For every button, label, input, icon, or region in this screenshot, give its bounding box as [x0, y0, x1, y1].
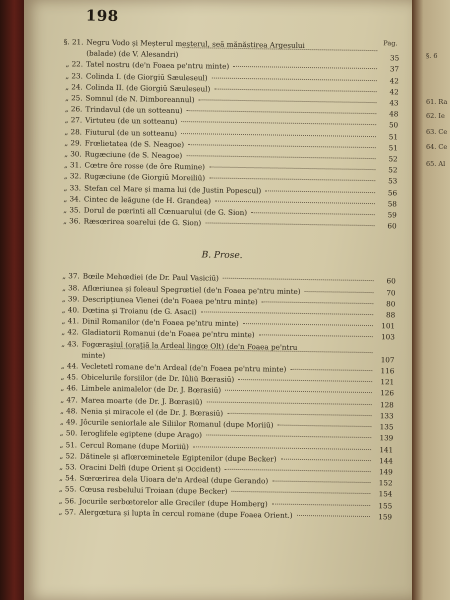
entry-page: 152: [378, 478, 393, 488]
entry-number: „ 49.: [59, 417, 78, 427]
next-page-fragment: 63. Ce: [426, 128, 448, 136]
entry-number: „ 30.: [64, 149, 82, 159]
leader-dots: [281, 458, 371, 460]
entry-title-cont: (balade) (de V. Alesandri): [86, 48, 179, 60]
leader-dots: [209, 167, 375, 171]
entry-number: „ 40.: [61, 305, 80, 315]
leader-dots: [238, 379, 372, 382]
entry-page: 133: [379, 411, 394, 421]
leader-dots: [214, 88, 376, 92]
leader-dots: [201, 311, 373, 315]
entry-number: „ 56.: [58, 495, 77, 505]
entry-number: „ 27.: [64, 115, 83, 125]
entry-page: 88: [385, 310, 396, 320]
leader-dots: [278, 425, 372, 427]
entry-page: 43: [389, 98, 399, 108]
entry-page: 101: [381, 321, 396, 331]
leader-dots: [227, 413, 371, 416]
entry-title: Obicelurile forsiilor (de Dr. Iûliū Bœrasiū): [81, 372, 235, 385]
entry-number: „ 46.: [60, 383, 79, 393]
next-page-fragment: 61. Ra: [426, 98, 448, 106]
entry-number: „ 23.: [65, 70, 83, 81]
entry-title: Jocurile serbœtorelor alle Greciler (dupe Homberg): [79, 496, 268, 508]
entry-page: 52: [388, 154, 398, 164]
entry-title: Descripțiunea Vienei (de'n Foaea pe'ntru minte): [82, 294, 258, 307]
entry-number: „ 33.: [63, 182, 82, 193]
entry-number: „ 28.: [64, 126, 83, 137]
entry-number: „ 47.: [60, 394, 78, 405]
entry-number: „ 29.: [64, 138, 82, 148]
entry-title: Somnul (de N. Dimboreannul): [85, 93, 195, 105]
entry-page: 51: [388, 143, 398, 153]
entry-title: Aflœriunea și foleaul Spegrœtiel (de'n Foaea pe'ntru minte): [82, 283, 301, 296]
leader-dots: [225, 469, 371, 472]
entry-page: 56: [387, 187, 398, 198]
entry-title: Sœrœrirea dela Uioara de'n Ardeal (dupe Gerando): [79, 473, 269, 486]
entry-title: Fiuturul (de un sotteanu): [84, 127, 178, 138]
leader-dots: [206, 401, 371, 405]
entry-page: 126: [380, 388, 395, 398]
entry-number: „ 24.: [65, 82, 83, 92]
entry-title: Dătinele și aflœrœminetele Egiptenilor (dupe Becker): [79, 451, 277, 464]
entry-number: „ 48.: [60, 406, 78, 416]
entry-page: 50: [388, 120, 399, 130]
entry-number: „ 53.: [59, 462, 77, 472]
entry-number: „ 35.: [63, 205, 81, 215]
entry-page: 37: [389, 64, 400, 74]
entry-page: 116: [380, 366, 395, 376]
entry-number: „ 39.: [61, 294, 80, 304]
entry-number: „ 38.: [62, 282, 80, 293]
entry-title: Stefan cel Mare și mama lui (de Justin Popescul): [84, 183, 262, 195]
next-page-fragment: §. 6: [426, 52, 438, 60]
entry-title: Ræsœrirea soarelui (de G. Sion): [83, 216, 202, 228]
entry-page: 155: [378, 500, 393, 510]
entry-title: Cercul Romane (dupe Moriiū): [80, 439, 189, 451]
entry-title: Negru Vodo și Meșterul meșterul, seă mănăstirea Argeșului: [86, 37, 305, 50]
entry-number: „ 52.: [59, 450, 78, 461]
entry-page: 35: [389, 53, 400, 63]
entry-number: „ 57.: [58, 506, 77, 517]
leader-dots: [272, 503, 371, 506]
entry-title: Cintec de leăgune (de H. Grandea): [83, 194, 212, 206]
entry-title: Trindavul (de un sotteanu): [85, 104, 183, 116]
leader-dots: [305, 291, 374, 293]
next-page-edge: [412, 0, 450, 600]
entry-page: 141: [379, 444, 394, 454]
entry-title: Frœlietatea (de S. Neagoe): [84, 138, 185, 149]
next-page-fragment: 62. Ie: [426, 112, 445, 120]
entry-page: 53: [388, 176, 398, 186]
entry-number: „ 43.: [61, 338, 79, 349]
entry-title: Alergœtura și lupta în cercul romane (dupe Foaea Orient.): [78, 507, 293, 520]
leader-dots: [186, 155, 375, 159]
leader-dots: [206, 435, 371, 439]
entry-title: Vecletetl romane de'n Ardeal (de'n Foaea pe'ntru minte): [81, 361, 287, 374]
leader-dots: [188, 144, 376, 148]
leader-dots: [262, 301, 374, 304]
entry-number: „ 22.: [65, 59, 84, 69]
entry-number: „ 55.: [58, 484, 77, 494]
book-page: [24, 0, 412, 600]
entry-title: Dinil Romanilor (de'n Foaea pe'ntru minte): [81, 316, 239, 329]
entry-number: „ 42.: [61, 327, 79, 337]
section-a-list: [49, 58, 400, 231]
leader-dots: [215, 200, 375, 204]
leader-dots: [209, 178, 375, 182]
entry-page: 139: [379, 433, 394, 443]
leader-dots: [243, 323, 373, 326]
leader-dots: [225, 390, 372, 393]
entry-page: 121: [380, 377, 395, 387]
entry-title: Dœtina și Troianu (de G. Asaci): [82, 305, 197, 317]
book-binding: [0, 0, 26, 600]
entry-page: 51: [388, 131, 399, 142]
leader-dots: [193, 446, 371, 450]
entry-title-cont: minte): [81, 350, 106, 360]
entry-title: Limbele animalelor (de Dr. J. Bœrasiū): [80, 383, 222, 396]
entry-title: Colinda II. (de Giorgiū Sæuleseul): [85, 82, 211, 94]
next-page-fragment: 65. Al: [426, 160, 446, 168]
entry-title: Rugæciune (de Giorgiū Moreiliū): [84, 171, 206, 183]
entry-number: „ 54.: [59, 473, 77, 483]
leader-dots: [297, 515, 370, 517]
entry-number: „ 25.: [65, 93, 83, 103]
entry-number: „ 45.: [60, 372, 79, 382]
entry-number: „ 37.: [62, 271, 80, 281]
entry-title: Oracini Delfi (dupe Orient și Occident): [79, 462, 221, 474]
entry-number: §. 21.: [63, 37, 84, 47]
leader-dots: [251, 212, 375, 215]
entry-number: „ 44.: [60, 361, 79, 371]
entry-number: „ 41.: [61, 316, 80, 326]
entry-page: 159: [378, 511, 393, 522]
leader-dots: [233, 66, 377, 69]
entry-page: 149: [378, 467, 393, 477]
leader-dots: [205, 223, 374, 227]
entry-page: 70: [386, 287, 396, 298]
entry-title: Jôcurile seniorlale ale Siliilor Romanul (dupe Moriiū): [80, 417, 274, 430]
entry-title: Bœile Mehœdiei (de Dr. Paul Vasiciū): [82, 271, 219, 284]
entry-title: Dorul de pœrinti all Cœnuarului (de G. Sion): [83, 205, 248, 218]
entry-title: Tatel nostru (de'n Foaea pe'ntru minte): [86, 59, 230, 72]
page-number: 198: [85, 6, 119, 26]
leader-dots: [265, 190, 375, 193]
leader-dots: [272, 481, 370, 484]
leader-dots: [181, 121, 376, 125]
entry-title: Colinda I. (de Giorgiū Sæuleseul): [85, 71, 208, 83]
leader-dots: [212, 77, 377, 81]
entry-title: Rugæciune (de S. Neagoe): [84, 149, 183, 161]
entry-number: „ 51.: [59, 439, 78, 449]
entry-number: „ 36.: [63, 216, 81, 226]
entry-page: 60: [387, 221, 397, 231]
section-b-list: [44, 270, 396, 522]
entry-page: 60: [386, 276, 396, 286]
leader-dots: [290, 369, 372, 371]
entry-page: 42: [389, 75, 399, 86]
entry-page: 154: [378, 489, 393, 499]
leader-dots: [223, 278, 374, 281]
entry-page: 135: [379, 422, 394, 432]
entry-number: „ 32.: [63, 171, 82, 181]
entry-number: „ 50.: [59, 428, 78, 438]
entry-page: 48: [389, 109, 399, 119]
entry-title: Ieroglifele egiptene (dupe Arago): [80, 428, 203, 440]
entry-title: Cœusa resbelului Troiaan (dupe Becker): [79, 484, 228, 497]
leader-dots: [231, 491, 370, 494]
entry-page: 80: [386, 299, 396, 309]
entry-title: Virtuteu (de un sotteanu): [85, 115, 178, 127]
entry-page: 144: [379, 455, 393, 466]
entry-page: 59: [387, 210, 397, 220]
leader-dots: [259, 335, 373, 338]
section-b-heading: B. Prose.: [201, 250, 243, 262]
next-page-fragment: 64. Ce: [426, 143, 448, 151]
leader-dots: [181, 133, 376, 137]
entry-title: Nenia și miracole el (de Dr. J. Bœrasiū): [80, 406, 224, 418]
entry-number: „ 31.: [63, 160, 82, 170]
entry-number: „ 34.: [63, 194, 82, 204]
entry-title: Marea moarte (de Dr. J. Bœrasiū): [80, 395, 203, 407]
entry-title: Gladiatorii Romanui (de'n Foaea pe'ntru minte): [81, 327, 255, 340]
entry-title: Fogœrașiul (orațiă la Ardeal lingœ Olt) (de'n Foaea pe'ntru: [81, 339, 298, 352]
entry-page: 42: [389, 87, 399, 97]
entry-page: 103: [381, 332, 395, 342]
entry-title: Cœtre ôre rosse (de ôre Rumine): [84, 160, 206, 172]
leader-dots: [199, 99, 377, 103]
column-header: Pag.: [383, 39, 398, 48]
entry-page: 52: [388, 165, 398, 175]
entry-number: „ 26.: [64, 104, 83, 114]
page-content: [44, 6, 400, 522]
leader-dots: [187, 110, 377, 114]
entry-page: 107: [380, 355, 395, 365]
entry-page: 128: [379, 399, 394, 410]
entry-page: 58: [387, 199, 398, 209]
